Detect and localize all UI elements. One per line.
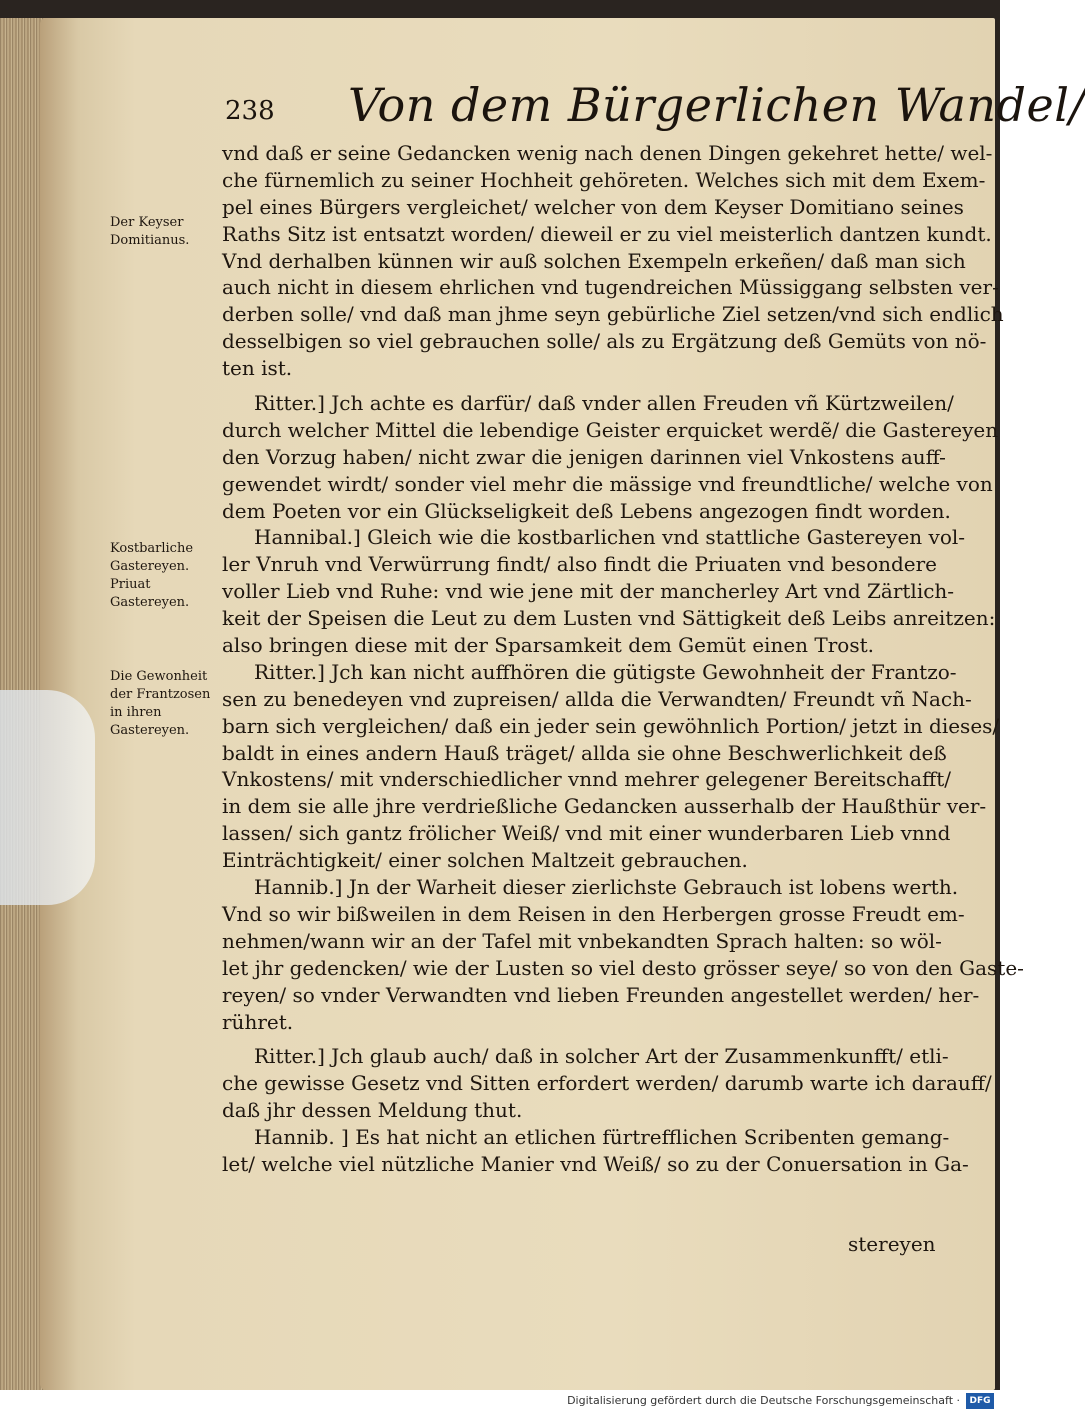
text-line: Raths Sitz ist entsatzt worden/ dieweil er zu viel meisterlich dantzen kundt. xyxy=(222,221,992,246)
text-line: reyen/ so vnder Verwandten vnd lieben Freunden angestellet werden/ her- xyxy=(222,982,980,1007)
text-line: den Vorzug haben/ nicht zwar die jenigen darinnen viel Vnkostens auff- xyxy=(222,444,946,469)
page-header xyxy=(225,78,1085,138)
text-line: pel eines Bürgers vergleichet/ welcher von dem Keyser Domitiano seines xyxy=(222,194,964,219)
text-line: Vnd so wir bißweilen in dem Reisen in den Herbergen grosse Freudt em- xyxy=(222,901,965,926)
text-line: Einträchtigkeit/ einer solchen Maltzeit gebrauchen. xyxy=(222,848,748,873)
text-line: sen zu benedeyen vnd zupreisen/ allda die Verwandten/ Freundt vñ Nach- xyxy=(222,686,972,711)
text-line: vnd daß er seine Gedancken wenig nach denen Dingen gekehret hette/ wel- xyxy=(222,141,993,165)
text-line: Ritter.] Jch kan nicht auffhören die gütigste Gewohnheit der Frantzo- xyxy=(254,659,957,684)
text-line: voller Lieb vnd Ruhe: vnd wie jene mit der mancherley Art vnd Zärtlich- xyxy=(222,579,955,604)
text-line: Hannib. ] Es hat nicht an etlichen fürtrefflichen Scribenten gemang- xyxy=(254,1125,950,1150)
text-line: gewendet wirdt/ sonder viel mehr die mässige vnd freundtliche/ welche von xyxy=(222,471,993,496)
text-line: baldt in eines andern Hauß träget/ allda sie ohne Beschwerlichkeit deß xyxy=(222,740,947,765)
text-line: nehmen/wann wir an der Tafel mit vnbekandten Sprach halten: so wöl- xyxy=(222,928,942,953)
page-number: 238 xyxy=(225,96,275,126)
text-line: derben solle/ vnd daß man jhme seyn gebürliche Ziel setzen/vnd sich endlich xyxy=(222,302,1004,327)
text-line: Ritter.] Jch glaub auch/ daß in solcher Art der Zusammenkunfft/ etli- xyxy=(254,1044,949,1069)
dfg-logo: DFG xyxy=(966,1393,994,1409)
text-line: ten ist. xyxy=(222,356,293,381)
text-line: barn sich vergleichen/ daß ein jeder sein gewöhnlich Portion/ jetzt in dieses/ xyxy=(222,713,1000,738)
running-head: Von dem Bürgerlichen Wandel/ xyxy=(348,78,1085,132)
funding-credit: Digitalisierung gefördert durch die Deutsche Forschungsgemeinschaft · xyxy=(567,1394,960,1407)
margin-note-gastereyen: Kostbarliche Gastereyen. Priuat Gastereyen. xyxy=(110,541,194,610)
text-line: also bringen diese mit der Sparsamkeit dem Gemüt einen Trost. xyxy=(222,633,874,658)
text-line: desselbigen so viel gebrauchen solle/ als zu Ergätzung deß Gemüts von nö- xyxy=(222,329,987,354)
text-line: in dem sie alle jhre verdrießliche Gedancken ausserhalb der Haußthür ver- xyxy=(222,794,987,819)
text-line: auch nicht in diesem ehrlichen vnd tugendreichen Müssiggang selbsten ver- xyxy=(222,275,999,300)
text-line: che fürnemlich zu seiner Hochheit gehöreten. Welches sich mit dem Exem- xyxy=(222,167,986,192)
text-line: Hannib.] Jn der Warheit dieser zierlichste Gebrauch ist lobens werth. xyxy=(254,875,959,900)
text-line: Hannibal.] Gleich wie die kostbarlichen vnd stattliche Gastereyen vol- xyxy=(254,525,966,550)
text-line: ler Vnruh vnd Verwürrung findt/ also findt die Priuaten vnd besondere xyxy=(222,552,938,577)
text-line: let/ welche viel nützliche Manier vnd Weiß/ so zu der Conuersation in Ga- xyxy=(222,1151,969,1176)
text-line: dem Poeten vor ein Glückseligkeit deß Lebens angezogen findt worden. xyxy=(222,498,951,523)
margin-note-frantzosen: Die Gewonheit der Frantzosen in ihren Gastereyen. xyxy=(110,669,211,738)
text-line: Vnkostens/ mit vnderschiedlicher vnnd mehrer gelegener Bereitschafft/ xyxy=(222,767,951,792)
text-line: che gewisse Gesetz vnd Sitten erfordert werden/ darumb warte ich darauff/ xyxy=(222,1071,992,1096)
text-line: lassen/ sich gantz frölicher Weiß/ vnd mit einer wunderbaren Lieb vnnd xyxy=(222,821,951,846)
text-block xyxy=(222,140,1024,1178)
text-line: daß jhr dessen Meldung thut. xyxy=(222,1098,523,1123)
text-line: rühret. xyxy=(222,1009,294,1034)
margin-note-domitianus: Der Keyser Domitianus. xyxy=(110,215,190,248)
text-line: Vnd derhalben künnen wir auß solchen Exempeln erkeñen/ daß man sich xyxy=(222,248,966,273)
catchword: stereyen xyxy=(848,1232,936,1256)
book-clamp xyxy=(0,690,95,905)
footer-bar xyxy=(0,1390,1000,1413)
text-line: let jhr gedencken/ wie der Lusten so viel desto grösser seye/ so von den Gaste- xyxy=(222,955,1024,980)
text-line: Ritter.] Jch achte es darfür/ daß vnder allen Freuden vñ Kürtzweilen/ xyxy=(254,391,954,416)
text-line: durch welcher Mittel die lebendige Geister erquicket werdẽ/ die Gastereyen xyxy=(222,417,999,442)
text-line: keit der Speisen die Leut zu dem Lusten vnd Sättigkeit deß Leibs anreitzen: xyxy=(222,606,996,631)
